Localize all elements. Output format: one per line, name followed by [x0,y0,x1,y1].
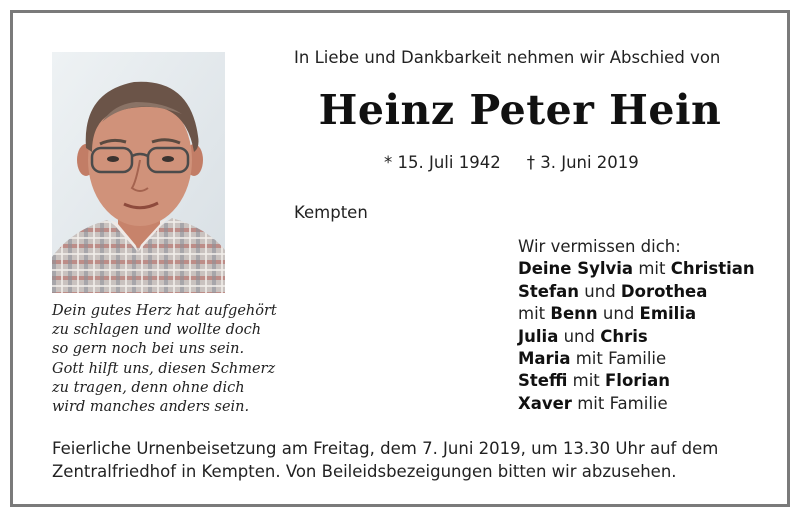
place-name: Kempten [294,203,368,222]
life-dates [384,153,639,172]
birth-date: * 15. Juli 1942 [384,153,501,172]
family-line: Deine Sylvia mit Christian [518,259,755,279]
family-line: Maria mit Familie [518,349,667,369]
family-line: Julia und Chris [518,326,648,346]
family-list [518,236,755,415]
poem-line: so gern noch bei uns sein. [52,341,245,358]
funeral-notice [52,437,772,483]
notice-line: Zentralfriedhof in Kempten. Von Beileidsbezeigungen bitten wir abzusehen. [52,462,677,481]
family-line: Steffi mit Florian [518,371,670,391]
family-line: Stefan und Dorothea [518,281,708,301]
death-date: † 3. Juni 2019 [526,153,639,172]
poem-line: zu schlagen und wollte doch [52,322,262,339]
poem-line: Gott hilft uns, diesen Schmerz [52,360,276,377]
poem-line: zu tragen, denn ohne dich [52,379,245,396]
intro-text: In Liebe und Dankbarkeit nehmen wir Abschied von [294,48,721,67]
deceased-name: Heinz Peter Hein [318,86,722,134]
family-heading: Wir vermissen dich: [518,237,681,256]
poem-line: Dein gutes Herz hat aufgehört [52,303,277,319]
notice-line: Feierliche Urnenbeisetzung am Freitag, dem 7. Juni 2019, um 13.30 Uhr auf dem [52,439,719,458]
family-line: mit Benn und Emilia [518,304,697,324]
family-line: Xaver mit Familie [518,393,668,413]
memorial-poem [52,302,292,417]
poem-line: wird manches anders sein. [52,399,250,416]
portrait-photo [52,52,225,293]
